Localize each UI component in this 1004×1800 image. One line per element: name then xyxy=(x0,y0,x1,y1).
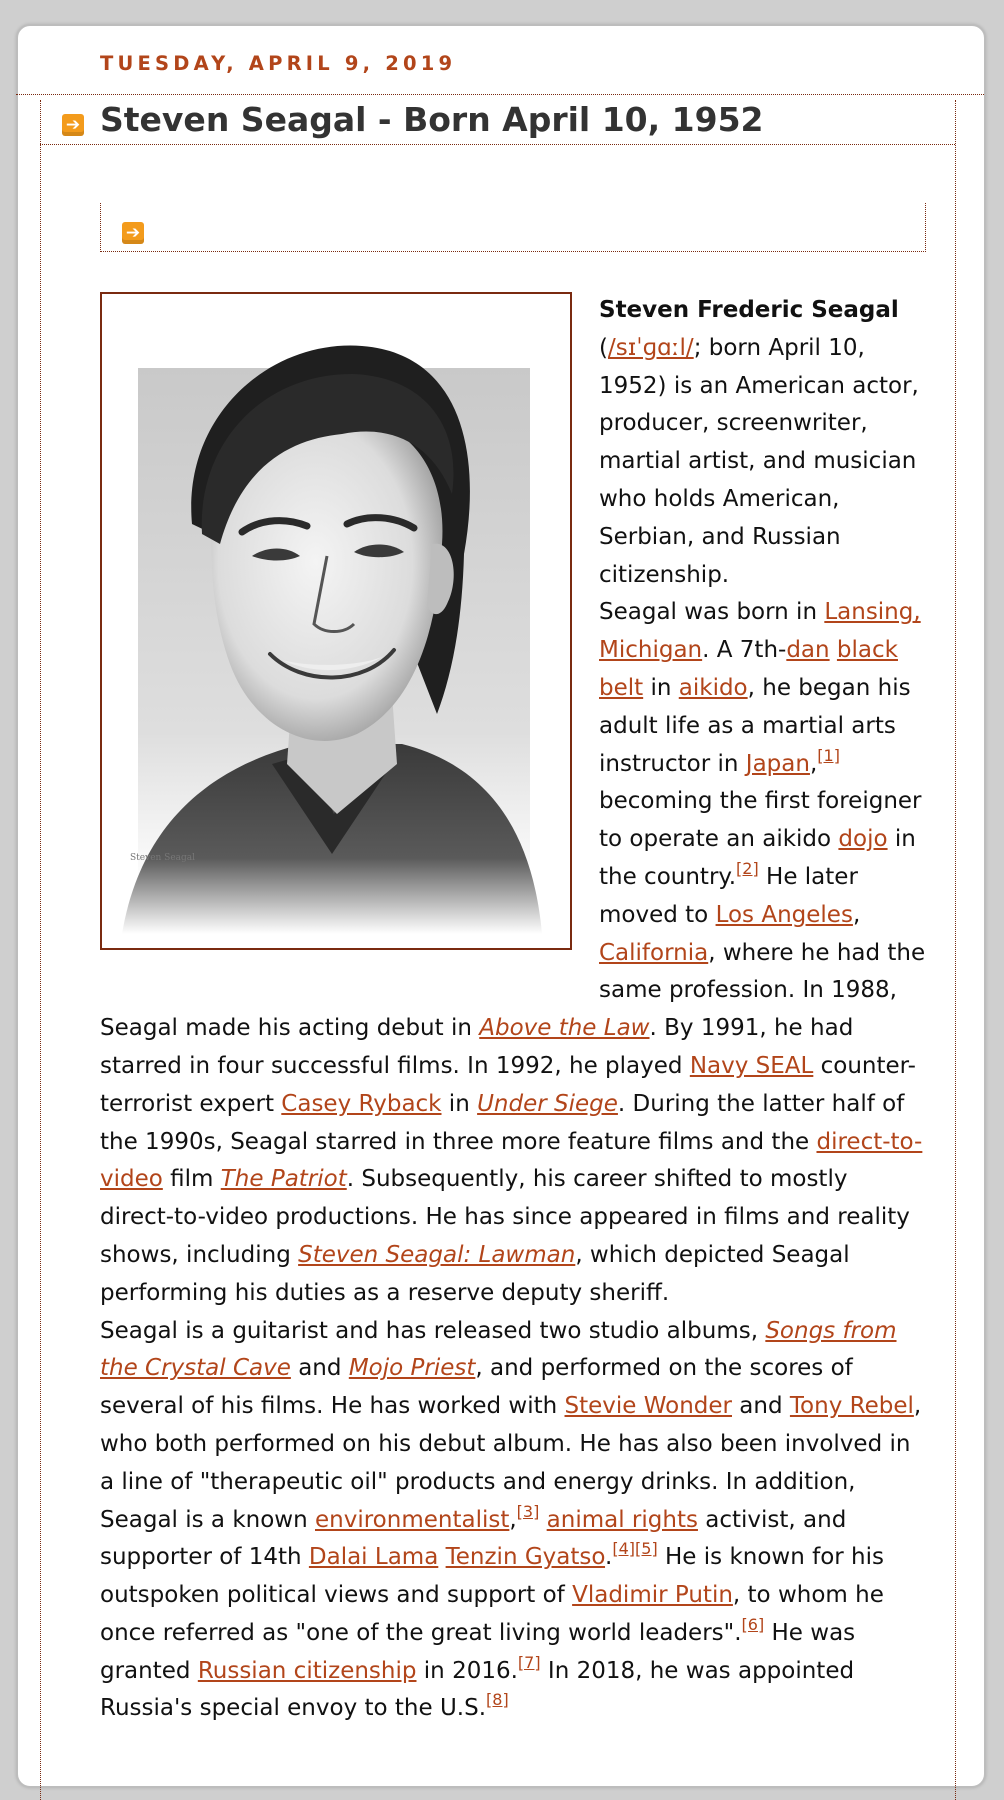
link-steven-seagal-lawman[interactable]: Steven Seagal: Lawman xyxy=(298,1241,576,1268)
link-aikido[interactable]: aikido xyxy=(678,674,748,701)
text: , who both performed on his debut album. He has also been involved in a line of "therapeutic oil" products and energy drinks. In addition, Seagal is a known xyxy=(100,1393,922,1533)
text: . By 1991, he had starred in four successful films. In 1992, he played xyxy=(100,1015,854,1079)
text: ( xyxy=(599,334,608,361)
text: . xyxy=(605,1544,613,1571)
reference-8[interactable]: [8] xyxy=(486,1690,509,1710)
link-los-angeles[interactable]: Los Angeles xyxy=(715,901,853,928)
link-under-siege[interactable]: Under Siege xyxy=(477,1090,618,1117)
text: in xyxy=(643,674,679,701)
text: . Subsequently, his career shifted to mostly direct-to-video productions. He has since appeared in films and reality shows, including xyxy=(100,1166,910,1268)
link-black-belt[interactable]: black belt xyxy=(599,637,898,701)
arrow-right-icon: ➔ xyxy=(62,114,84,136)
link-japan[interactable]: Japan xyxy=(745,750,810,777)
text: and xyxy=(732,1393,790,1420)
link-the-patriot[interactable]: The Patriot xyxy=(220,1166,347,1193)
text: Seagal was born in xyxy=(599,599,825,626)
text: in xyxy=(441,1090,478,1117)
text: , xyxy=(509,1506,517,1533)
link-tenzin-gyatso[interactable]: Tenzin Gyatso xyxy=(445,1544,606,1571)
text: , xyxy=(852,901,861,928)
link-tony-rebel[interactable]: Tony Rebel xyxy=(789,1393,914,1420)
link-vladimir-putin[interactable]: Vladimir Putin xyxy=(572,1582,733,1609)
reference-3[interactable]: [3] xyxy=(516,1501,540,1521)
text: He later moved to xyxy=(599,863,858,928)
text: , which depicted Seagal performing his duties as a reserve deputy sheriff. xyxy=(100,1241,850,1306)
reference-2[interactable]: [2] xyxy=(736,858,759,878)
link-california[interactable]: California xyxy=(599,939,709,966)
reference-1[interactable]: [1] xyxy=(817,745,840,765)
text: . A 7th- xyxy=(702,637,787,664)
embedded-content-box xyxy=(100,203,926,252)
arrow-right-icon: ➔ xyxy=(122,222,144,244)
text: , to whom he once referred as "one of the great living world leaders". xyxy=(100,1582,884,1646)
link-mojo-priest[interactable]: Mojo Priest xyxy=(348,1355,476,1382)
reference-4[interactable]: [4] xyxy=(612,1539,636,1559)
link-casey-ryback[interactable]: Casey Ryback xyxy=(281,1090,442,1117)
reference-6[interactable]: [6] xyxy=(741,1614,765,1634)
text: Seagal is a guitarist and has released two studio albums, xyxy=(100,1317,766,1344)
text xyxy=(438,1544,445,1570)
text: film xyxy=(162,1166,221,1193)
text: ; born April 10, 1952) is an American actor, producer, screenwriter, martial artist, and musician who holds American, Serbian, and Russian citizenship. xyxy=(599,334,919,588)
text: in the country. xyxy=(599,826,916,890)
post-title[interactable]: Steven Seagal - Born April 10, 1952 xyxy=(100,100,764,139)
date-header: TUESDAY, APRIL 9, 2019 xyxy=(100,52,457,75)
image-spacer xyxy=(100,292,599,982)
text: , where he had the same profession. In 1988, Seagal made his acting debut in xyxy=(100,939,926,1042)
link-animal-rights[interactable]: animal rights xyxy=(546,1506,698,1533)
link-lansing-michigan[interactable]: Lansing, Michigan xyxy=(599,599,921,664)
subject-name: Steven Frederic Seagal xyxy=(599,297,899,323)
text: counter-terrorist expert xyxy=(100,1052,916,1117)
text: In 2018, he was appointed Russia's special envoy to the U.S. xyxy=(100,1657,855,1722)
text xyxy=(830,637,837,663)
text: , and performed on the scores of several of his films. He has worked with xyxy=(100,1355,853,1420)
text: becoming the first foreigner to operate an aikido xyxy=(599,788,922,853)
article-body xyxy=(100,292,926,1728)
text: He was granted xyxy=(100,1619,856,1684)
portrait-signature: Steven Seagal xyxy=(130,853,196,863)
divider xyxy=(16,94,984,95)
link-dojo[interactable]: dojo xyxy=(838,826,888,853)
link-navy-seal[interactable]: Navy SEAL xyxy=(689,1052,814,1079)
link-russian-citizenship[interactable]: Russian citizenship xyxy=(197,1657,417,1684)
link-environmentalist[interactable]: environmentalist xyxy=(315,1506,510,1533)
link-dalai-lama[interactable]: Dalai Lama xyxy=(308,1544,439,1571)
link-songs-from-the-crystal-cave[interactable]: Songs from the Crystal Cave xyxy=(100,1317,897,1382)
text: He is known for his outspoken political views and support of xyxy=(100,1544,884,1609)
pronunciation-link[interactable]: /sɪˈɡɑːl/ xyxy=(607,334,694,361)
text: , he began his adult life as a martial arts instructor in xyxy=(599,674,911,777)
text: . During the latter half of the 1990s, Seagal starred in three more feature films and the xyxy=(100,1090,905,1155)
link-dan[interactable]: dan xyxy=(786,637,830,664)
text: and xyxy=(290,1355,349,1382)
text: in 2016. xyxy=(416,1657,518,1684)
link-above-the-law[interactable]: Above the Law xyxy=(479,1015,650,1042)
text: activist, and supporter of 14th xyxy=(100,1506,847,1571)
link-stevie-wonder[interactable]: Stevie Wonder xyxy=(564,1393,732,1420)
article-paragraph-3 xyxy=(100,1313,926,1729)
reference-5[interactable]: [5] xyxy=(635,1539,658,1559)
link-direct-to-video[interactable]: direct-to-video xyxy=(100,1128,923,1193)
reference-7[interactable]: [7] xyxy=(517,1652,541,1672)
divider xyxy=(40,144,955,145)
text xyxy=(539,1507,546,1533)
text: , xyxy=(809,750,818,777)
